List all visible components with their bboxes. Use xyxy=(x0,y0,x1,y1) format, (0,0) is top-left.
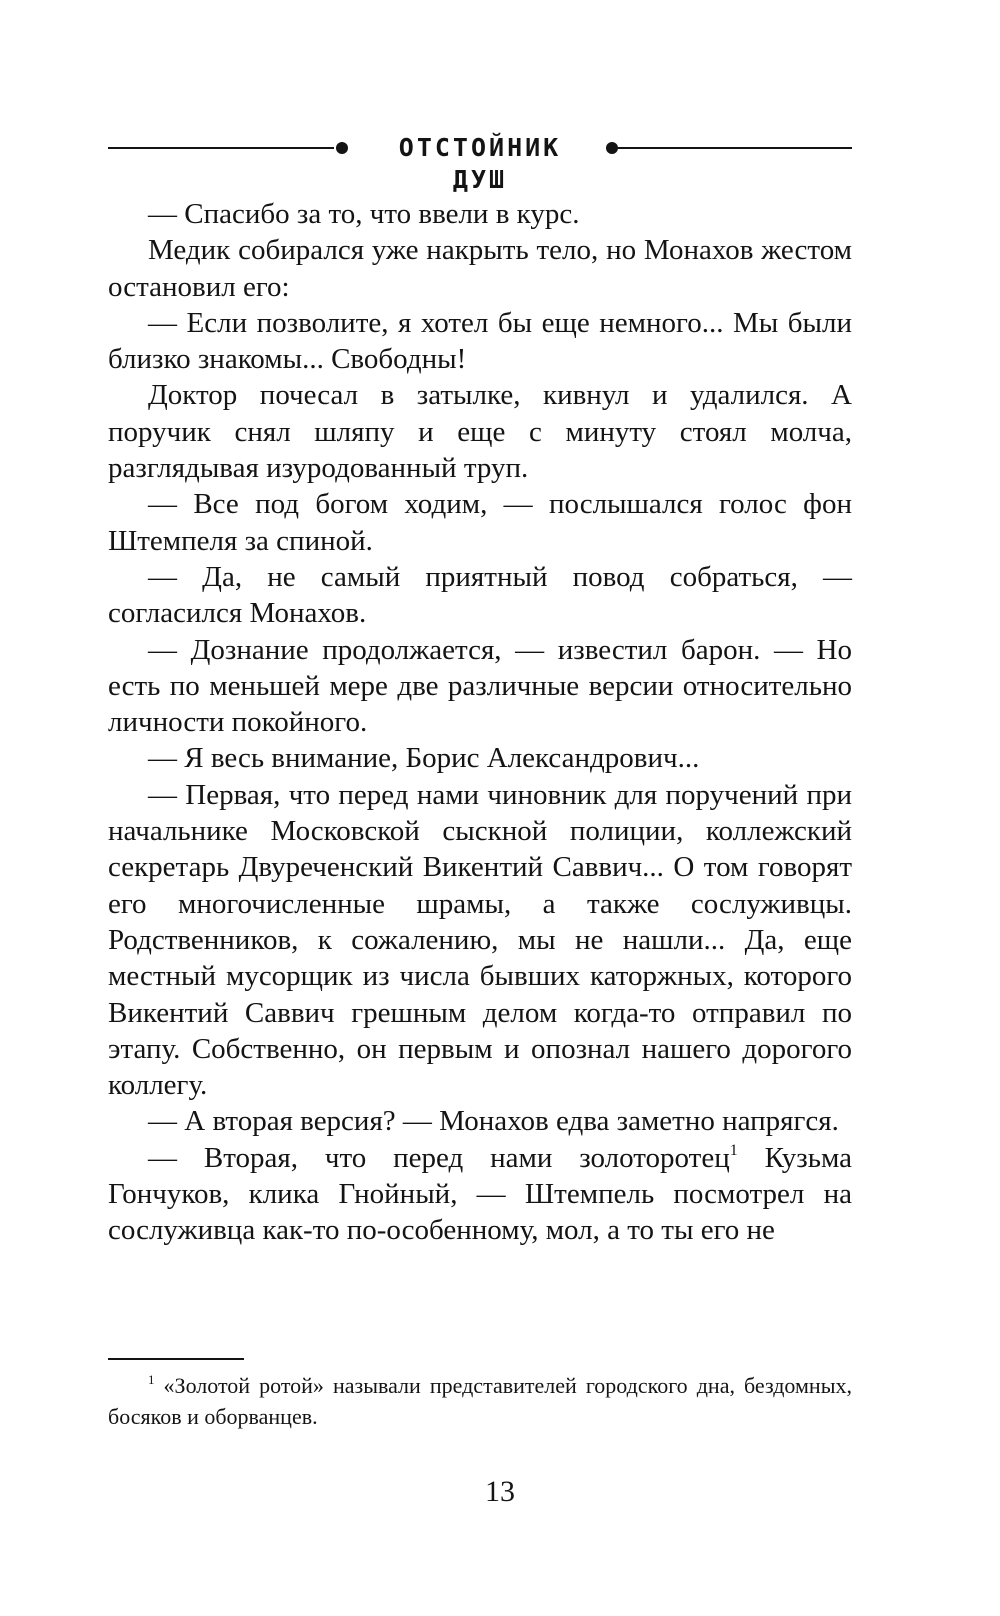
paragraph: — Первая, что перед нами чиновник для поручений при начальнике Московской сыскной полиции, коллежский секретарь Двуреченский Викентий Саввич... О том говорят его многочисленные шрамы, а также сослуживцы. Родственников, к сожалению, мы не нашли... Да, еще местный мусорщик из числа бывших каторжных, которого Викентий Саввич грешным делом когда-то отправил по этапу. Собственно, он первым и опознал нашего дорогого коллегу. xyxy=(108,778,852,1102)
body-text xyxy=(108,196,852,1249)
running-title: ОТСТОЙНИК ДУШ xyxy=(398,133,562,194)
paragraph-text: — Вторая, что перед нами золоторотец xyxy=(148,1141,730,1174)
paragraph: — Все под богом ходим, — послышался голос фон Штемпеля за спиной. xyxy=(108,488,852,557)
footnote-separator xyxy=(108,1358,244,1360)
footnote-reference: 1 xyxy=(729,1141,738,1159)
paragraph: Медик собирался уже накрыть тело, но Монахов жестом остановил его: xyxy=(108,234,852,303)
paragraph: — Спасибо за то, что ввели в курс. xyxy=(148,198,580,230)
running-header xyxy=(108,128,852,194)
header-rule-right xyxy=(618,147,852,149)
paragraph: — Да, не самый приятный повод собраться, — согласился Монахов. xyxy=(108,560,852,630)
paragraph: — Дознание продолжается, — известил барон. — Но есть по меньшей мере две различные версии относительно личности покойного. xyxy=(108,633,852,739)
paragraph: — Я весь внимание, Борис Александрович... xyxy=(148,742,700,775)
header-bullet-right xyxy=(606,142,618,154)
header-rule-left xyxy=(108,147,334,149)
paragraph: — Если позволите, я хотел бы еще немного... Мы были близко знакомы... Свободны! xyxy=(108,306,852,376)
page-number: 13 xyxy=(485,1475,515,1508)
header-bullet-left xyxy=(336,142,348,154)
footnote xyxy=(108,1370,852,1432)
footnote-text: «Золотой ротой» называли представителей городского дна, бездомных, босяков и оборванцев. xyxy=(108,1373,852,1429)
paragraph-with-footnote-ref xyxy=(108,1140,852,1249)
paragraph-text: Кузьма Гончуков, клика Гнойный, — Штемпель посмотрел на сослуживца как-то по-особенному, мол, а то ты его не xyxy=(108,1141,852,1247)
footnote-mark: 1 xyxy=(148,1372,155,1387)
paragraph: Доктор почесал в затылке, кивнул и удалился. А поручик снял шляпу и еще с минуту стоял молча, разглядывая изуродованный труп. xyxy=(108,379,852,485)
paragraph: — А вторая версия? — Монахов едва заметно напрягся. xyxy=(148,1105,839,1138)
